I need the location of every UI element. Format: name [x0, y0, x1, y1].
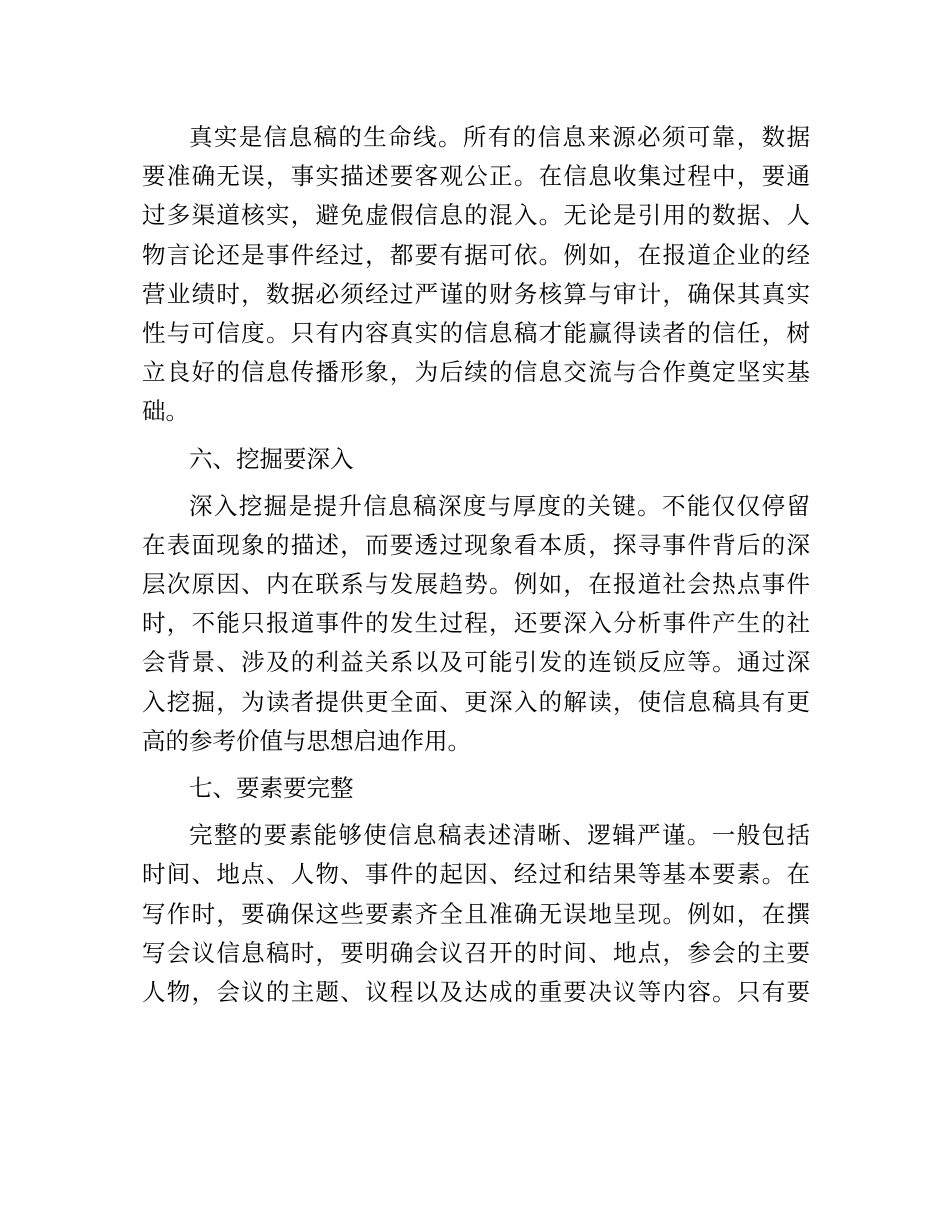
text-line: 在表面现象的描述，而要透过现象看本质，探寻事件背后的深	[142, 530, 810, 559]
text-line: 真实是信息稿的生命线。所有的信息来源必须可靠，数据	[189, 123, 810, 151]
paragraph-depth	[142, 487, 810, 761]
text-line: 深入挖掘是提升信息稿深度与厚度的关键。不能仅仅停留	[189, 491, 810, 520]
text-line: 时，不能只报道事件的发生过程，还要深入分析事件产生的社	[142, 609, 810, 638]
text-line: 写作时，要确保这些要素齐全且准确无误地呈现。例如，在撰	[142, 899, 810, 928]
text-line: 营业绩时，数据必须经过严谨的财务核算与审计，确保其真实	[142, 279, 810, 308]
text-line: 要准确无误，事实描述要客观公正。在信息收集过程中，要通	[142, 162, 810, 191]
text-line: 性与可信度。只有内容真实的信息稿才能赢得读者的信任，树	[142, 318, 810, 347]
text-line: 物言论还是事件经过，都要有据可依。例如，在报道企业的经	[142, 240, 810, 269]
paragraph-elements	[142, 816, 810, 1012]
paragraph-truth	[142, 118, 810, 432]
section-heading-seven	[142, 769, 810, 808]
text-line: 完整的要素能够使信息稿表述清晰、逻辑严谨。一般包括	[189, 821, 810, 850]
section-heading-six	[142, 440, 810, 479]
text-line: 会背景、涉及的利益关系以及可能引发的连锁反应等。通过深	[142, 648, 810, 677]
text-line: 过多渠道核实，避免虚假信息的混入。无论是引用的数据、人	[142, 201, 810, 230]
text-line: 础。	[142, 397, 189, 426]
text-line: 人物，会议的主题、议程以及达成的重要决议等内容。只有要	[142, 977, 810, 1006]
text-line: 时间、地点、人物、事件的起因、经过和结果等基本要素。在	[142, 860, 810, 889]
text-line: 高的参考价值与思想启迪作用。	[142, 726, 471, 755]
heading-text: 六、挖掘要深入	[189, 444, 354, 473]
text-line: 层次原因、内在联系与发展趋势。例如，在报道社会热点事件	[142, 570, 810, 599]
text-line: 入挖掘，为读者提供更全面、更深入的解读，使信息稿具有更	[142, 687, 810, 716]
heading-text: 七、要素要完整	[189, 774, 354, 802]
text-line: 立良好的信息传播形象，为后续的信息交流与合作奠定坚实基	[142, 358, 810, 387]
document-page	[142, 118, 810, 1012]
text-line: 写会议信息稿时，要明确会议召开的时间、地点，参会的主要	[142, 938, 810, 967]
